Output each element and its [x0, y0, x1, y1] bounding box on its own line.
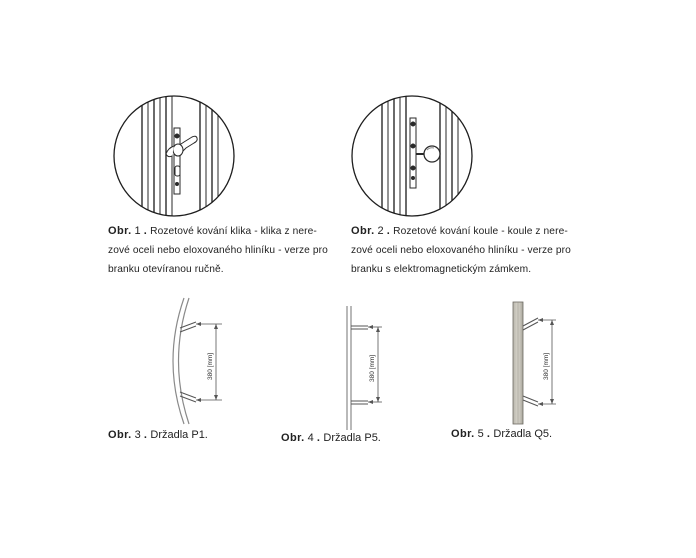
figure-3-caption: Obr. 3 . Držadla P1.	[108, 429, 208, 441]
figure-2-caption-line-1: Rozetové kování koule - koule z nere-	[393, 226, 568, 237]
figure-3-curved-handle-p1-drawing	[158, 294, 238, 428]
figure-1-number: 1	[134, 225, 141, 237]
figure-4-number: 4	[307, 432, 314, 444]
figure-5-caption-text: Držadla Q5.	[493, 428, 553, 440]
figure-1-caption-line-3: branku otevíranou ručně.	[108, 264, 224, 275]
figure-2-number: 2	[377, 225, 384, 237]
figure-2-knob-handle-illustration	[350, 94, 474, 218]
figure-5-square-handle-q5-drawing	[508, 298, 568, 426]
figure-3-caption-text: Držadla P1.	[150, 429, 208, 441]
figure-2-caption: Obr. 2 . Rozetové kování koule - koule z nere- zové oceli nebo eloxovaného hliníku - verze pro branku s elektromagnetickým zámkem.	[351, 225, 571, 275]
figure-1-caption: Obr. 1 . Rozetové kování klika - klika z nere- zové oceli nebo eloxovaného hliníku - verze pro branku otevíranou ručně.	[108, 225, 328, 275]
figure-1-caption-line-2: zové oceli nebo eloxovaného hliníku - verze pro	[108, 245, 328, 256]
figure-3-number: 3	[134, 429, 141, 441]
figure-4-straight-handle-p5-drawing	[340, 304, 400, 434]
figure-4-caption-text: Držadla P5.	[323, 432, 381, 444]
figure-4-caption: Obr. 4 . Držadla P5.	[281, 432, 381, 444]
figure-2-caption-line-3: branku s elektromagnetickým zámkem.	[351, 264, 532, 275]
figure-5-dimension-label: 380 [mm]	[543, 352, 550, 380]
figure-5-number: 5	[477, 428, 484, 440]
figure-3-dimension-label: 380 [mm]	[207, 352, 214, 380]
figure-4-dimension-label: 380 [mm]	[369, 354, 376, 382]
figure-1-lever-handle-illustration	[112, 94, 236, 218]
figure-1-prefix: Obr.	[108, 225, 132, 237]
figure-3-prefix: Obr.	[108, 429, 132, 441]
figure-5-prefix: Obr.	[451, 428, 475, 440]
figure-4-prefix: Obr.	[281, 432, 305, 444]
figure-2-caption-line-2: zové oceli nebo eloxovaného hliníku - verze pro	[351, 245, 571, 256]
figure-2-prefix: Obr.	[351, 225, 375, 237]
figure-1-caption-line-1: Rozetové kování klika - klika z nere-	[150, 226, 317, 237]
figure-5-caption: Obr. 5 . Držadla Q5.	[451, 428, 553, 440]
